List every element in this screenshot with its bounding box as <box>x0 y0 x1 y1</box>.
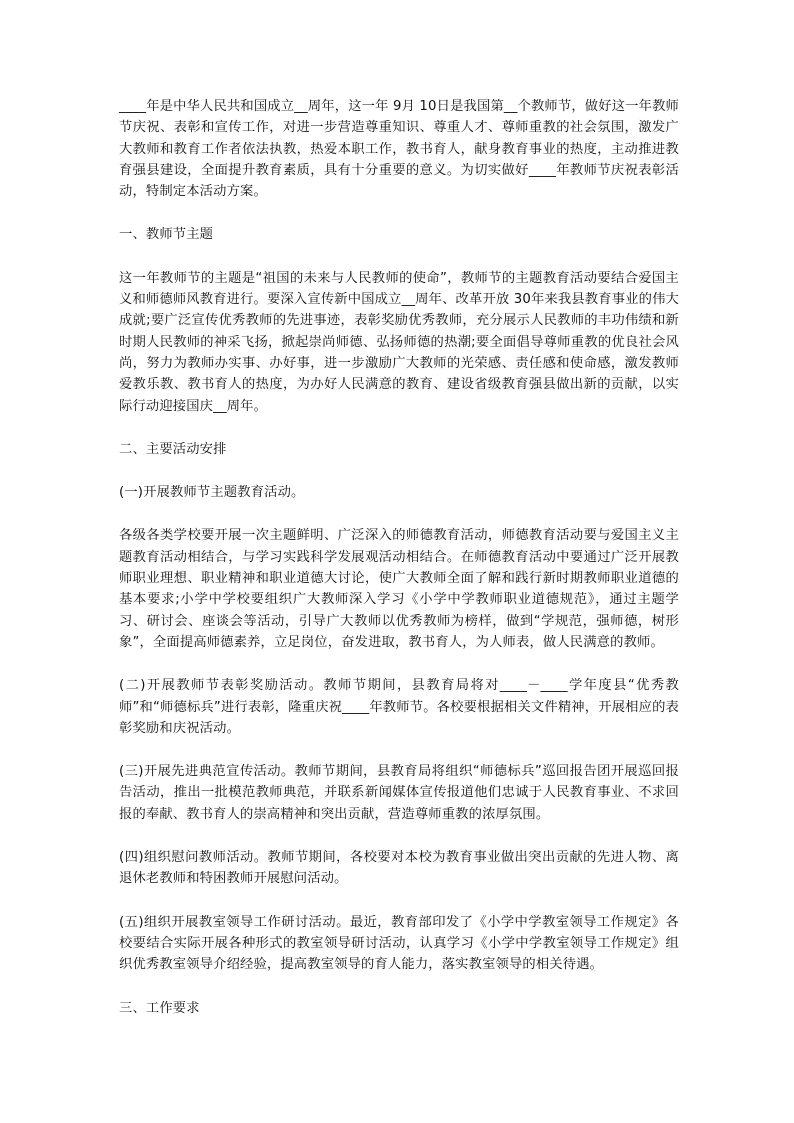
section-heading-requirements: 三、工作要求 <box>119 1000 200 1016</box>
activity-4-paragraph: (四)组织慰问教师活动。教师节期间，各校要对本校为教育事业做出突出贡献的先进人物、离退休老教师和特困教师开展慰问活动。 <box>119 850 679 887</box>
document-body <box>119 96 679 1041</box>
intro-paragraph: ____年是中华人民共和国成立__周年，这一年 9月 10日是我国第__个教师节，做好这一年教师节庆祝、表彰和宣传工作，对进一步营造尊重知识、尊重人才、尊师重教的社会氛围，激发广大教师和教育工作者依法执教，热爱本职工作，教书育人，献身教育事业的热度，主动推进教育强县建设，全面提升教育素质，具有十分重要的意义。为切实做好____年教师节庆祝表彰活动，特制定本活动方案。 <box>119 99 679 200</box>
activity-5-paragraph: (五)组织开展教室领导工作研讨活动。最近，教育部印发了《小学中学教室领导工作规定》各校要结合实际开展各种形式的教室领导研讨活动，认真学习《小学中学教室领导工作规定》组织优秀教室领导介绍经验，提高教室领导的育人能力，落实教室领导的相关待遇。 <box>119 914 679 973</box>
theme-paragraph: 这一年教师节的主题是“祖国的未来与人民教师的使命”，教师节的主题教育活动要结合爱国主义和师德师风教育进行。要深入宣传新中国成立__周年、改革开放 30年来我县教育事业的伟大成就;要广泛宣传优秀教师的先进事迹，表彰奖励优秀教师，充分展示人民教师的丰功伟绩和新时期人民教师的神采飞扬，掀起崇尚师德、弘扬师德的热潮;要全面倡导尊师重教的优良社会风尚，努力为教师办实事、办好事，进一步激励广大教师的光荣感、责任感和使命感，激发教师爱教乐教、教书育人的热度，为办好人民满意的教育、建设省级教育强县做出新的贡献，以实际行动迎接国庆__周年。 <box>119 270 679 414</box>
section-heading-activities: 二、主要活动安排 <box>119 441 227 457</box>
activity-1-paragraph: 各级各类学校要开展一次主题鲜明、广泛深入的师德教育活动，师德教育活动要与爱国主义主题教育活动相结合，与学习实践科学发展观活动相结合。在师德教育活动中要通过广泛开展教师职业理想、职业精神和职业道德大讨论，使广大教师全面了解和践行新时期教师职业道德的基本要求;小学中学校要组织广大教师深入学习《小学中学教师职业道德规范》，通过主题学习、研讨会、座谈会等活动，引导广大教师以优秀教师为榜样，做到“学规范，强师德，树形象”，全面提高师德素养，立足岗位，奋发进取，教书育人，为人师表，做人民满意的教师。 <box>119 528 679 650</box>
subheading-activity-1: (一)开展教师节主题教育活动。 <box>119 485 305 501</box>
activity-2-paragraph: (二)开展教师节表彰奖励活动。教师节期间，县教育局将对____－____学年度县“优秀教师”和“师德标兵”进行表彰，隆重庆祝____年教师节。各校要根据相关文件精神，开展相应的表彰奖励和庆祝活动。 <box>119 678 679 736</box>
section-heading-theme: 一、教师节主题 <box>119 227 214 243</box>
activity-3-paragraph: (三)开展先进典范宣传活动。教师节期间，县教育局将组织“师德标兵”巡回报告团开展巡回报告活动，推出一批模范教师典范，并联系新闻媒体宣传报道他们忠诚于人民教育事业、不求回报的奉献、教书育人的崇高精神和突出贡献，营造尊师重教的浓厚氛围。 <box>119 764 679 822</box>
